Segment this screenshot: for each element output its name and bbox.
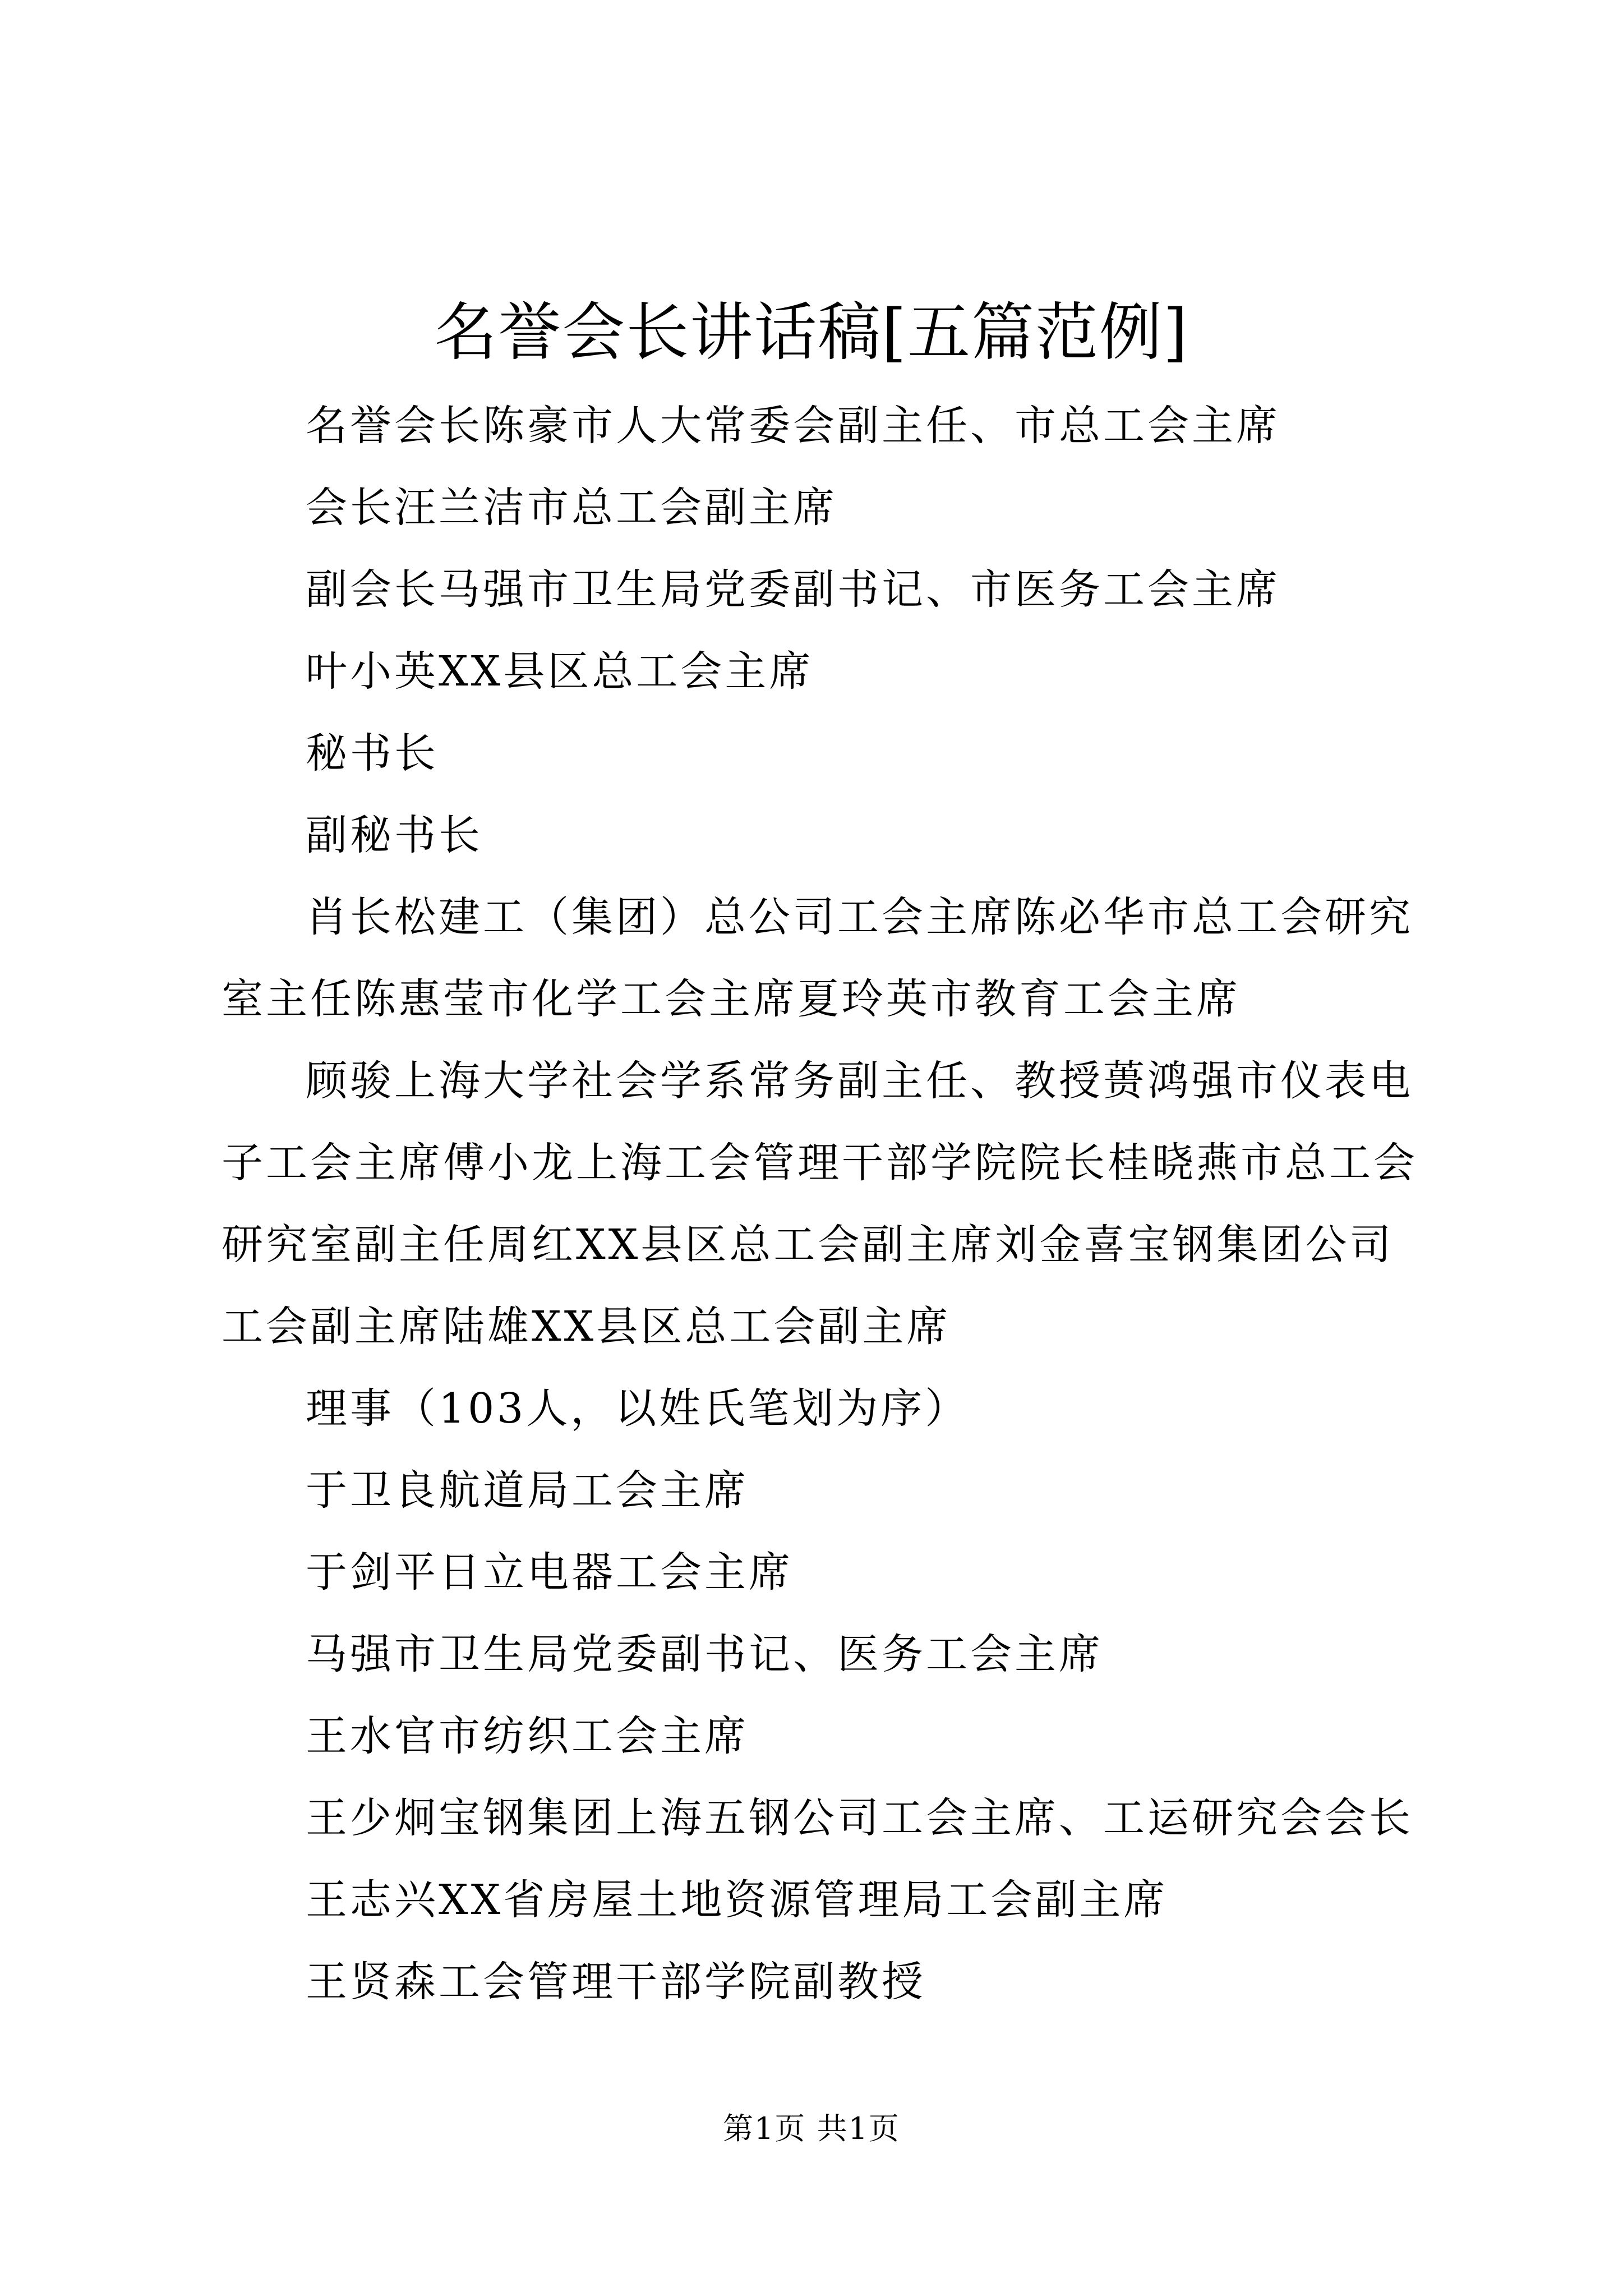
paragraph: 于卫良航道局工会主席 — [306, 1466, 749, 1515]
document-title: 名誉会长讲话稿[五篇范例] — [434, 296, 1189, 369]
paragraph: 会长汪兰洁市总工会副主席 — [306, 484, 837, 532]
paragraph: 秘书长 — [306, 729, 439, 777]
paragraph: 肖长松建工（集团）总公司工会主席陈必华市总工会研究室主任陈惠莹市化学工会主席夏玲英市教育工会主席 — [222, 893, 1413, 1023]
document-body — [222, 385, 1427, 2023]
paragraph: 理事（103人，以姓氏笔划为序） — [306, 1384, 970, 1433]
paragraph: 副会长马强市卫生局党委副书记、市医务工会主席 — [306, 565, 1280, 614]
paragraph: 顾骏上海大学社会学系常务副主任、教授蒉鸿强市仪表电子工会主席傅小龙上海工会管理干部学院院长桂晓燕市总工会研究室副主任周红XX县区总工会副主席刘金喜宝钢集团公司工会副主席陆雄XX县区总工会副主席 — [222, 1057, 1418, 1351]
paragraph: 于剑平日立电器工会主席 — [306, 1548, 793, 1596]
paragraph: 副秘书长 — [306, 811, 483, 859]
paragraph: 王水官市纺织工会主席 — [306, 1712, 749, 1760]
paragraph: 王志兴XX省房屋土地资源管理局工会副主席 — [306, 1876, 1168, 1924]
paragraph: 名誉会长陈豪市人大常委会副主任、市总工会主席 — [306, 402, 1280, 450]
paragraph: 王贤森工会管理干部学院副教授 — [306, 1958, 926, 2006]
page-footer: 第1页 共1页 — [723, 2111, 900, 2146]
paragraph: 马强市卫生局党委副书记、医务工会主席 — [306, 1630, 1103, 1678]
paragraph: 叶小英XX县区总工会主席 — [306, 647, 814, 696]
paragraph: 王少炯宝钢集团上海五钢公司工会主席、工运研究会会长 — [306, 1794, 1413, 1842]
